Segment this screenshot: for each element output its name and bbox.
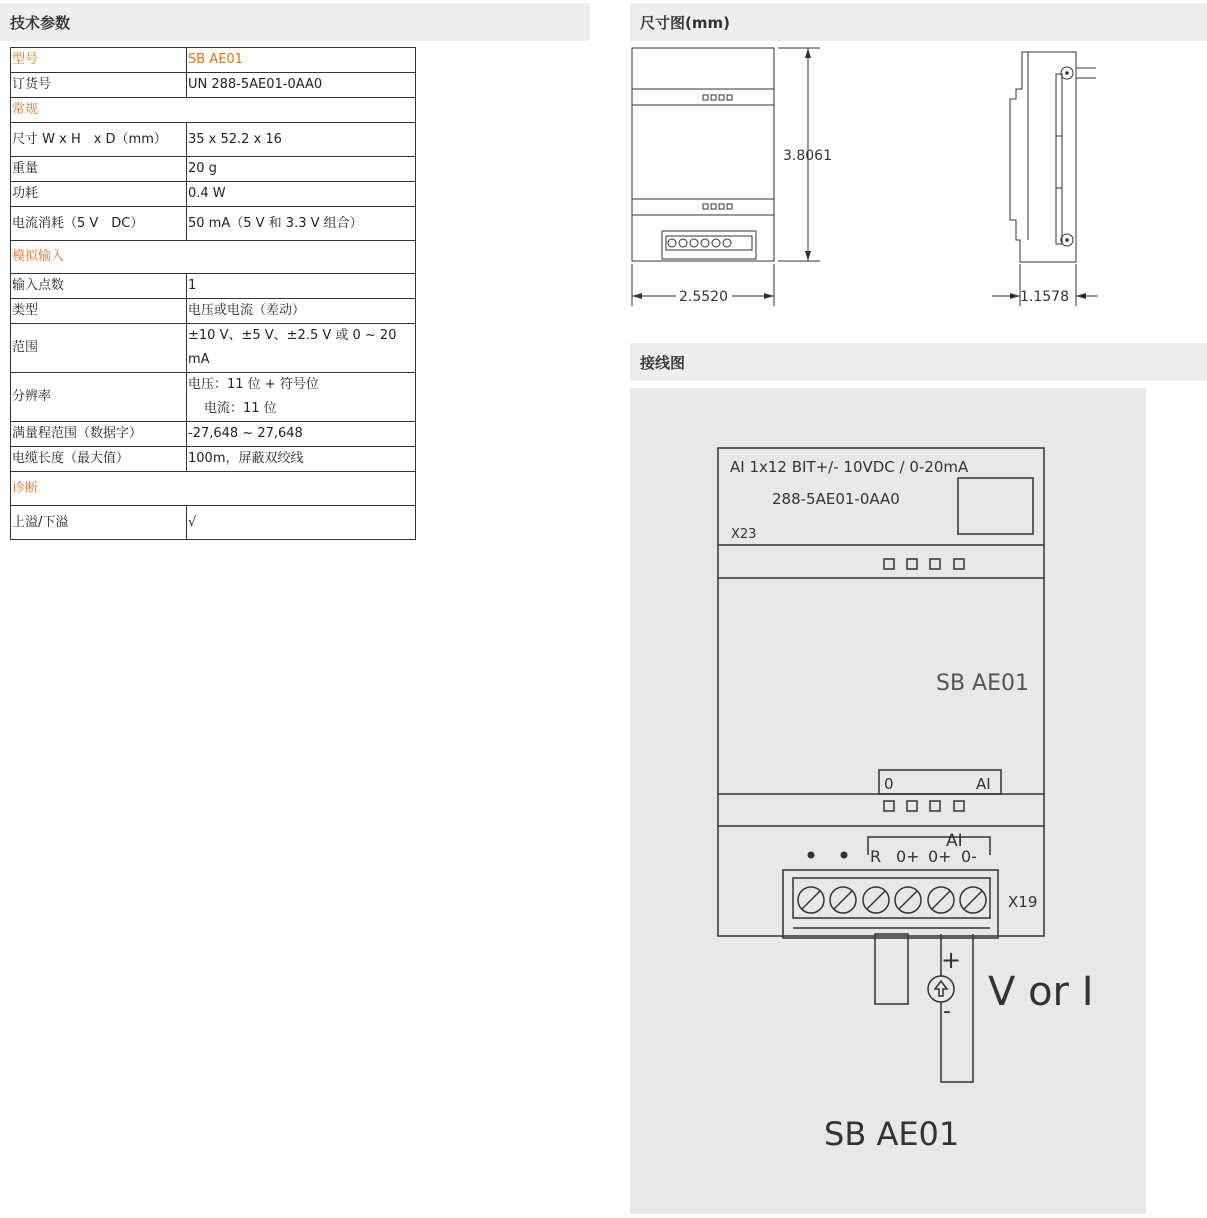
terminal-label-r: R	[870, 847, 882, 866]
diagram-caption: SB AE01	[824, 1115, 960, 1153]
front-led-row-top	[703, 95, 732, 100]
shunt-wire-loop	[875, 934, 908, 1004]
front-led-row-bottom	[703, 204, 732, 209]
table-row	[11, 123, 416, 157]
wiring-diagram	[630, 388, 1146, 1214]
size-value: 35 x 52.2 x 16	[187, 123, 416, 157]
wiring-section-header	[630, 343, 1207, 381]
resolution-current: 电流：11 位	[204, 401, 277, 416]
terminal-dot	[841, 852, 848, 859]
wiring-diagram-panel	[630, 388, 1146, 1214]
dims-title: 尺寸图(mm)	[640, 14, 730, 32]
diag-category: 诊断	[11, 472, 416, 506]
current-value: 50 mA（5 V 和 3.3 V 组合）	[187, 207, 416, 241]
model-value: SB AE01	[187, 48, 416, 73]
v-or-i-label: V or I	[988, 969, 1094, 1015]
cable-value: 100m，屏蔽双绞线	[187, 447, 416, 472]
table-row	[11, 48, 416, 73]
table-row	[11, 506, 416, 540]
size-label: 尺寸 W x H x D（mm）	[11, 123, 187, 157]
front-view-outline	[632, 48, 774, 261]
resolution-label: 分辨率	[11, 373, 187, 422]
model-label: 型号	[11, 48, 187, 73]
table-row	[11, 422, 416, 447]
connector-label: X19	[1008, 893, 1038, 911]
table-row	[11, 182, 416, 207]
module-name: SB AE01	[936, 671, 1029, 696]
ai-group-label: AI	[946, 831, 963, 851]
terminal-label-0plus-2: 0+	[928, 847, 952, 866]
plus-sign: +	[941, 946, 962, 974]
range-value-line2: mA	[188, 352, 210, 367]
x23-marker: X23	[731, 527, 757, 542]
table-row	[11, 274, 416, 299]
fullscale-label: 满量程范围（数据字）	[11, 422, 187, 447]
specs-title: 技术参数	[10, 14, 71, 32]
order-label: 订货号	[11, 73, 187, 98]
category-row	[11, 98, 416, 123]
module-part-number: 288-5AE01-0AA0	[772, 490, 900, 508]
height-dimension-label: 3.8061	[783, 148, 832, 164]
specs-table	[10, 47, 416, 540]
window-label-right: AI	[976, 775, 991, 793]
minus-sign: -	[943, 999, 951, 1024]
table-row	[11, 73, 416, 98]
type-label: 类型	[11, 299, 187, 324]
depth-dimension-label: 1.1578	[1020, 289, 1069, 305]
weight-label: 重量	[11, 157, 187, 182]
module-spec-line: AI 1x12 BIT+/- 10VDC / 0-20mA	[730, 458, 969, 476]
points-label: 输入点数	[11, 274, 187, 299]
resolution-value	[187, 373, 416, 422]
category-row	[11, 472, 416, 506]
order-value: UN 288-5AE01-0AA0	[187, 73, 416, 98]
weight-value: 20 g	[187, 157, 416, 182]
resolution-voltage: 电压：11 位 + 符号位	[188, 377, 319, 392]
led-row-top	[884, 559, 964, 569]
specs-section-header	[0, 3, 590, 41]
power-label: 功耗	[11, 182, 187, 207]
power-value: 0.4 W	[187, 182, 416, 207]
overflow-value: √	[187, 506, 416, 540]
range-value-line1: ±10 V、±5 V、±2.5 V 或 0 ~ 20	[188, 328, 397, 343]
points-value: 1	[187, 274, 416, 299]
side-view-outline	[1010, 52, 1076, 262]
type-value: 电压或电流（差动）	[187, 299, 416, 324]
led-row-bottom	[884, 801, 964, 811]
width-dimension-label: 2.5520	[679, 289, 728, 305]
current-label: 电流消耗（5 V DC）	[11, 207, 187, 241]
terminal-label-0plus-1: 0+	[896, 847, 920, 866]
fullscale-value: -27,648 ~ 27,648	[187, 422, 416, 447]
dimension-drawing	[630, 44, 1207, 314]
table-row	[11, 324, 416, 373]
label-area	[958, 478, 1033, 534]
analog-category: 模拟输入	[11, 241, 416, 274]
table-row	[11, 299, 416, 324]
range-value	[187, 324, 416, 373]
terminal-screws	[798, 887, 986, 913]
table-row	[11, 157, 416, 182]
wiring-title: 接线图	[640, 354, 686, 372]
range-label: 范围	[11, 324, 187, 373]
overflow-label: 上溢/下溢	[11, 506, 187, 540]
cable-label: 电缆长度（最大值）	[11, 447, 187, 472]
dims-section-header	[630, 3, 1207, 41]
category-row	[11, 241, 416, 274]
general-category: 常规	[11, 98, 416, 123]
terminal-label-0minus: 0-	[961, 847, 977, 866]
table-row	[11, 373, 416, 422]
table-row	[11, 207, 416, 241]
terminal-dot	[808, 852, 815, 859]
table-row	[11, 447, 416, 472]
window-label-left: 0	[884, 775, 894, 793]
